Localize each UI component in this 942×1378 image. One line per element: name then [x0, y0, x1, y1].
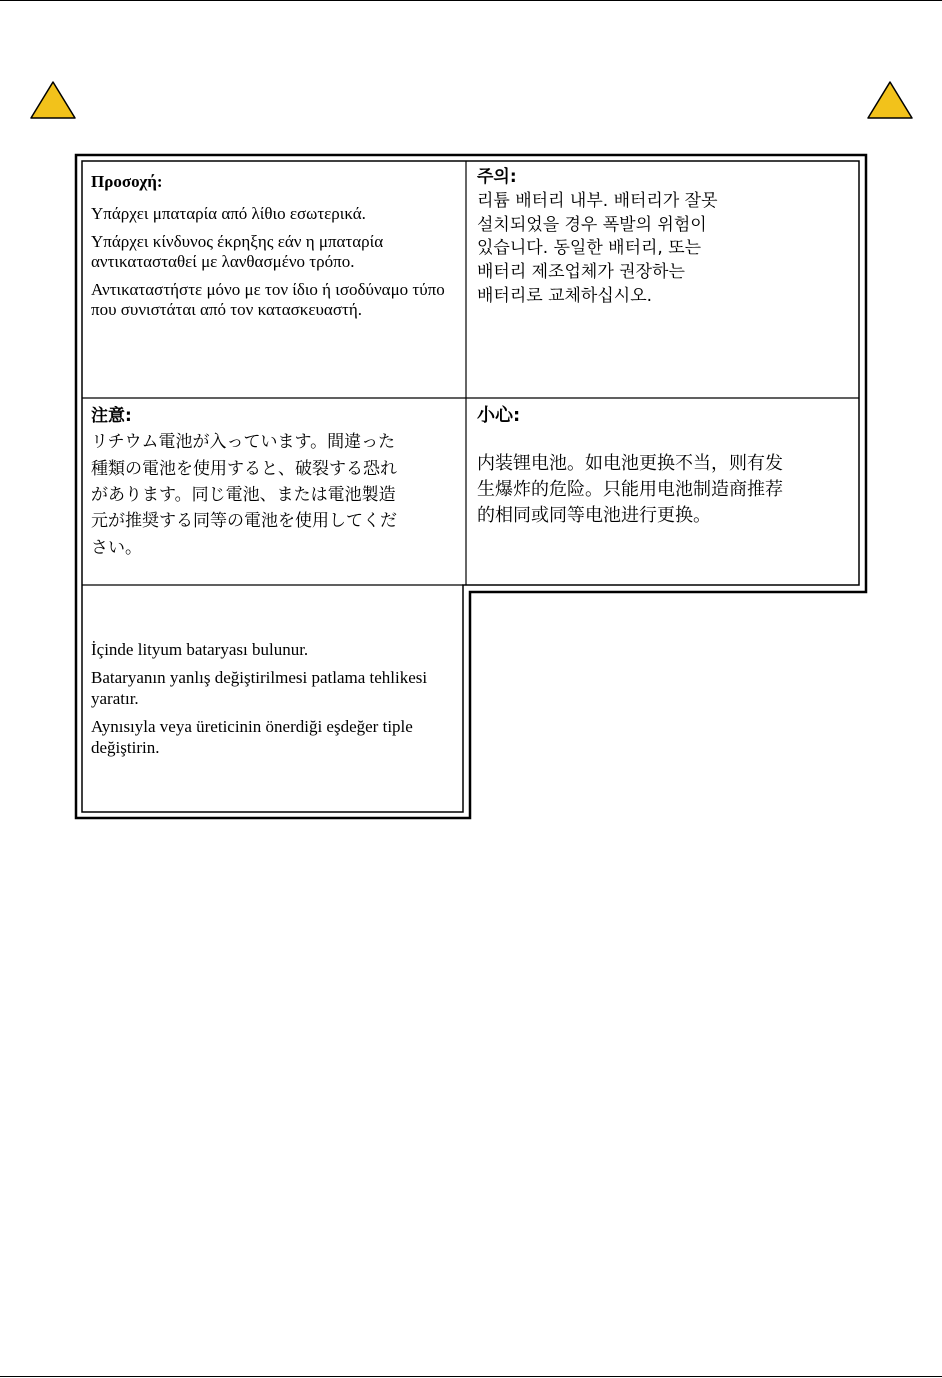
greek-caution-cell: [91, 172, 456, 392]
japanese-caution-line: があります。同じ電池、または電池製造: [91, 485, 396, 506]
korean-caution-cell: [477, 166, 849, 391]
greek-caution-text: Υπάρχει κίνδυνος έκρηξης εάν η μπαταρία αντικατασταθεί με λανθασμένο τρόπο.: [91, 231, 384, 272]
greek-caution-heading: Προσοχή:: [91, 172, 163, 191]
korean-caution-line: 배터리 제조업체가 권장하는: [477, 262, 685, 283]
japanese-caution-heading: 注意:: [91, 406, 132, 426]
chinese-caution-line: 生爆炸的危险。只能用电池制造商推荐: [477, 479, 783, 501]
chinese-caution-cell: [477, 403, 849, 578]
chinese-caution-line: 内装锂电池。如电池更换不当，则有发: [477, 453, 783, 475]
korean-caution-line: 배터리로 교체하십시오.: [477, 285, 653, 306]
turkish-caution-cell: [91, 640, 456, 800]
korean-caution-heading: 주의:: [477, 167, 517, 187]
japanese-caution-cell: [91, 403, 456, 578]
chinese-caution-line: 的相同或同等电池进行更换。: [477, 505, 711, 527]
chinese-caution-heading: 小心:: [477, 405, 521, 426]
greek-caution-text: Υπάρχει μπαταρία από λίθιο εσωτερικά.: [91, 204, 366, 224]
japanese-caution-line: さい。: [91, 537, 142, 558]
korean-caution-line: 설치되었을 경우 폭발의 위험이: [477, 214, 707, 235]
korean-caution-line: 리튬 배터리 내부. 배터리가 잘못: [477, 190, 718, 211]
japanese-caution-line: リチウム電池が入っています。間違った: [91, 432, 396, 453]
japanese-caution-line: 種類の電池を使用すると、破裂する恐れ: [91, 458, 397, 479]
greek-caution-text: Αντικαταστήστε μόνο με τον ίδιο ή ισοδύναμο τύπο που συνιστάται από τον κατασκευαστή.: [91, 279, 445, 319]
bottom-rule: [0, 1376, 942, 1377]
turkish-caution-text: Bataryanın yanlış değiştirilmesi patlama tehlikesi yaratır.: [91, 668, 428, 708]
turkish-caution-text: İçinde lityum bataryası bulunur.: [91, 640, 309, 659]
korean-caution-line: 있습니다. 동일한 배터리, 또는: [477, 238, 702, 259]
turkish-caution-text: Aynısıyla veya üreticinin önerdiği eşdeğer tiple değiştirin.: [91, 717, 413, 757]
japanese-caution-line: 元が推奨する同等の電池を使用してくだ: [91, 511, 397, 532]
